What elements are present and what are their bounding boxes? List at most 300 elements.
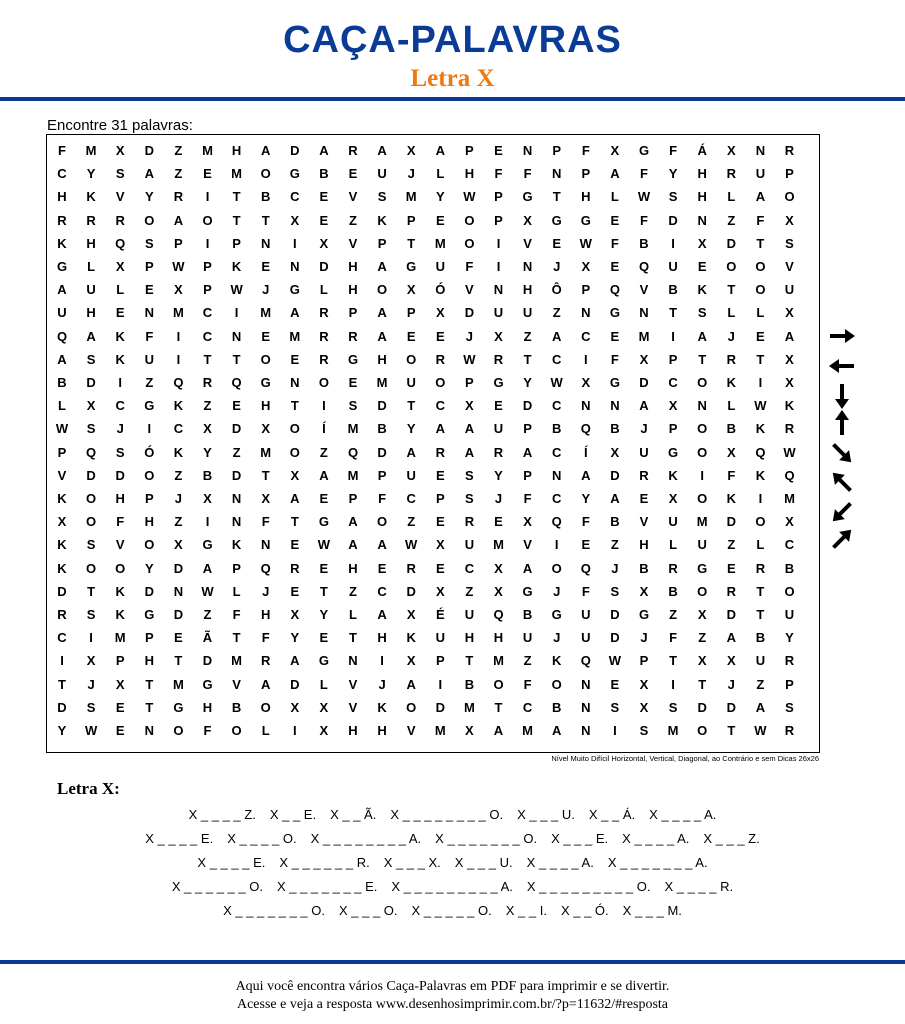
grid-letter: Z: [727, 212, 736, 228]
word-clue: X _ _ _ _ A.: [526, 855, 594, 870]
grid-letter: T: [261, 467, 270, 483]
grid-letter: D: [202, 653, 213, 669]
grid-letter: O: [697, 444, 708, 460]
grid-letter: L: [756, 537, 765, 553]
grid-letter: I: [758, 491, 763, 506]
grid-letter: Q: [755, 444, 766, 460]
grid-letter: R: [784, 143, 795, 158]
grid-letter: E: [290, 537, 300, 553]
word-clue: X _ _ _ _ E.: [145, 831, 214, 846]
grid-letter: C: [464, 560, 475, 576]
grid-letter: R: [784, 653, 795, 669]
arrow-up-right-icon: [829, 525, 857, 552]
grid-letter: L: [116, 282, 125, 298]
grid-letter: A: [348, 514, 358, 530]
grid-letter: F: [523, 676, 532, 692]
grid-letter: Y: [203, 444, 212, 460]
grid-letter: S: [86, 351, 96, 367]
grid-letter: R: [57, 607, 67, 622]
grid-letter: P: [377, 467, 387, 483]
word-clue: X _ _ _ _ _ _ _ E.: [276, 879, 378, 894]
grid-letter: C: [668, 375, 678, 390]
grid-letter: B: [668, 583, 678, 599]
grid-letter: S: [86, 699, 96, 715]
grid-letter: F: [494, 166, 503, 182]
grid-letter: F: [261, 630, 270, 646]
grid-letter: Y: [785, 630, 794, 646]
grid-letter: N: [581, 398, 591, 414]
grid-letter: X: [406, 143, 416, 158]
word-list-title: Letra X:: [57, 779, 120, 798]
grid-letter: I: [89, 630, 93, 646]
word-clue: X _ _ Ã.: [330, 807, 377, 822]
grid-letter: I: [496, 235, 501, 251]
grid-letter: W: [172, 259, 185, 274]
grid-letter: C: [551, 491, 562, 506]
grid-letter: E: [348, 166, 358, 182]
grid-letter: S: [610, 583, 620, 599]
grid-letter: G: [289, 282, 300, 298]
grid-letter: E: [319, 189, 329, 205]
grid-letter: T: [290, 398, 299, 414]
grid-letter: Q: [580, 560, 591, 576]
grid-letter: F: [640, 166, 648, 182]
grid-letter: N: [231, 491, 242, 506]
grid-letter: L: [349, 607, 357, 622]
word-clue: X _ _ _ U.: [517, 807, 575, 822]
grid-letter: I: [176, 351, 181, 367]
grid-letter: X: [86, 653, 96, 669]
grid-letter: Q: [115, 235, 126, 251]
grid-letter: I: [176, 328, 181, 344]
grid-letter: D: [697, 699, 707, 715]
grid-letter: X: [435, 583, 445, 599]
grid-letter: U: [581, 607, 591, 622]
grid-letter: K: [377, 699, 387, 715]
grid-letter: P: [115, 653, 125, 669]
grid-letter: U: [144, 351, 154, 367]
grid-letter: F: [116, 514, 125, 530]
grid-letter: E: [639, 491, 649, 506]
grid-letter: V: [115, 189, 125, 205]
grid-letter: X: [290, 212, 300, 228]
grid-letter: K: [377, 212, 387, 228]
grid-letter: P: [174, 235, 183, 251]
grid-letter: K: [697, 282, 707, 298]
grid-letter: T: [669, 653, 678, 669]
grid-letter: P: [203, 259, 212, 274]
grid-letter: K: [668, 467, 678, 483]
grid-letter: P: [668, 351, 678, 367]
grid-letter: Y: [668, 166, 678, 182]
grid-letter: O: [435, 375, 446, 390]
grid-letter: R: [57, 212, 67, 228]
grid-letter: Ó: [144, 444, 155, 460]
grid-letter: G: [144, 607, 155, 622]
grid-letter: H: [348, 723, 358, 738]
grid-letter: M: [347, 421, 359, 437]
grid-letter: B: [639, 235, 649, 251]
grid-letter: C: [522, 699, 533, 715]
grid-letter: W: [754, 398, 767, 414]
clue-line: [0, 879, 905, 895]
grid-letter: I: [613, 723, 617, 738]
grid-letter: O: [289, 444, 300, 460]
grid-letter: D: [726, 607, 736, 622]
grid-letter: J: [553, 259, 561, 274]
grid-letter: J: [727, 676, 735, 692]
grid-letter: Ã: [202, 630, 213, 646]
grid-letter: P: [639, 653, 649, 669]
grid-letter: R: [260, 653, 271, 669]
grid-letter: N: [551, 467, 562, 483]
grid-letter: P: [406, 212, 416, 228]
grid-letter: H: [377, 351, 387, 367]
grid-letter: K: [231, 537, 242, 553]
grid-letter: H: [348, 560, 358, 576]
grid-letter: O: [784, 583, 795, 599]
grid-letter: O: [86, 491, 97, 506]
grid-letter: H: [581, 189, 591, 205]
grid-letter: P: [785, 166, 794, 182]
grid-letter: M: [347, 467, 359, 483]
arrow-up-left-icon: [828, 468, 856, 496]
grid-letter: I: [380, 653, 384, 669]
grid-letter: R: [319, 351, 329, 367]
grid-letter: U: [668, 259, 678, 274]
grid-letter: L: [87, 259, 96, 274]
grid-letter: U: [464, 537, 475, 553]
grid-letter: K: [551, 653, 562, 669]
grid-letter: Q: [173, 375, 184, 390]
grid-letter: J: [553, 583, 561, 599]
top-divider: [0, 97, 905, 101]
grid-letter: S: [86, 607, 96, 622]
grid-letter: G: [347, 351, 359, 367]
grid-letter: R: [464, 514, 475, 530]
grid-letter: N: [610, 398, 620, 414]
grid-letter: K: [173, 444, 184, 460]
grid-letter: A: [377, 305, 387, 321]
grid-letter: J: [553, 630, 561, 646]
grid-letter: A: [726, 630, 736, 646]
grid-letter: X: [785, 351, 794, 367]
grid-letter: X: [697, 235, 707, 251]
grid-letter: T: [261, 212, 270, 228]
grid-letter: Z: [349, 583, 357, 599]
grid-letter: U: [435, 259, 445, 274]
grid-letter: C: [551, 444, 562, 460]
grid-letter: T: [407, 235, 416, 251]
grid-letter: B: [610, 514, 620, 530]
grid-letter: C: [551, 398, 562, 414]
grid-letter: E: [203, 166, 212, 182]
grid-letter: K: [755, 467, 766, 483]
grid-letter: L: [727, 398, 736, 414]
grid-letter: X: [203, 491, 212, 506]
grid-letter: T: [669, 305, 678, 321]
grid-letter: X: [319, 723, 329, 738]
grid-letter: T: [290, 514, 299, 530]
bottom-divider: [0, 960, 905, 964]
grid-letter: Z: [203, 607, 212, 622]
grid-letter: M: [376, 375, 388, 390]
grid-letter: K: [726, 491, 736, 506]
grid-letter: Z: [610, 537, 619, 553]
grid-letter: O: [726, 259, 737, 274]
grid-letter: Z: [232, 444, 241, 460]
grid-letter: R: [726, 583, 736, 599]
grid-letter: N: [697, 398, 707, 414]
grid-letter: S: [668, 699, 678, 715]
grid-letter: Y: [523, 375, 532, 390]
grid-letter: A: [173, 212, 184, 228]
grid-letter: Z: [465, 583, 474, 599]
grid-letter: E: [435, 328, 445, 344]
grid-letter: E: [319, 560, 329, 576]
grid-letter: X: [785, 305, 794, 321]
grid-letter: S: [668, 189, 678, 205]
grid-letter: Q: [56, 328, 68, 344]
grid-letter: I: [758, 375, 763, 390]
grid-letter: X: [581, 259, 591, 274]
grid-letter: F: [610, 235, 619, 251]
grid-letter: Y: [581, 491, 591, 506]
grid-letter: O: [86, 560, 97, 576]
word-clue: X _ _ _ _ R.: [664, 879, 734, 894]
word-clue: X _ _ _ _ _ _ _ _ O.: [390, 807, 504, 822]
grid-letter: H: [639, 537, 649, 553]
grid-letter: N: [144, 305, 154, 321]
grid-letter: E: [319, 212, 329, 228]
grid-letter: Z: [174, 514, 183, 530]
arrow-down-left-icon: [828, 499, 856, 527]
grid-letter: D: [231, 467, 242, 483]
grid-letter: T: [349, 630, 357, 646]
grid-letter: I: [234, 305, 239, 321]
word-clue: X _ _ _ _ A.: [649, 807, 717, 822]
grid-letter: T: [145, 699, 154, 715]
grid-letter: P: [523, 467, 532, 483]
grid-letter: D: [377, 398, 387, 414]
grid-letter: E: [494, 143, 503, 158]
grid-letter: O: [144, 537, 155, 553]
grid-letter: X: [639, 351, 649, 367]
grid-letter: L: [232, 583, 241, 599]
grid-letter: X: [406, 653, 416, 669]
grid-letter: X: [290, 607, 300, 622]
grid-letter: C: [202, 305, 213, 321]
grid-letter: Z: [552, 305, 561, 321]
grid-letter: M: [172, 676, 184, 692]
grid-letter: K: [115, 328, 125, 344]
grid-letter: A: [377, 537, 387, 553]
grid-letter: T: [232, 189, 241, 205]
grid-letter: L: [669, 537, 678, 553]
grid-letter: U: [377, 166, 387, 182]
grid-letter: N: [551, 166, 562, 182]
grid-letter: P: [406, 305, 416, 321]
grid-letter: E: [610, 259, 620, 274]
grid-letter: X: [494, 328, 503, 344]
grid-letter: G: [522, 583, 533, 599]
grid-letter: N: [260, 235, 271, 251]
grid-letter: Z: [756, 676, 765, 692]
grid-letter: H: [697, 166, 707, 182]
grid-letter: E: [261, 328, 271, 344]
grid-letter: A: [260, 676, 271, 692]
grid-letter: T: [727, 723, 736, 738]
grid-letter: G: [260, 375, 271, 390]
grid-letter: Y: [86, 166, 96, 182]
grid-letter: Q: [86, 444, 97, 460]
grid-letter: N: [290, 259, 300, 274]
grid-letter: G: [289, 166, 300, 182]
grid-letter: É: [435, 607, 445, 622]
word-clue: X _ _ _ M.: [622, 903, 682, 918]
grid-letter: E: [377, 560, 387, 576]
grid-letter: O: [406, 351, 417, 367]
grid-letter: O: [551, 560, 562, 576]
word-clue: X _ _ _ E.: [551, 831, 609, 846]
grid-letter: O: [697, 491, 708, 506]
grid-letter: G: [580, 212, 591, 228]
grid-letter: Y: [57, 723, 67, 738]
grid-letter: C: [57, 166, 67, 182]
grid-letter: I: [292, 723, 297, 738]
grid-letter: U: [435, 630, 445, 646]
grid-letter: E: [756, 328, 765, 344]
grid-letter: E: [581, 537, 591, 553]
grid-letter: O: [406, 699, 417, 715]
grid-letter: Q: [609, 282, 620, 298]
grid-letter: X: [115, 143, 125, 158]
grid-letter: J: [174, 491, 182, 506]
grid-letter: B: [464, 676, 475, 692]
grid-letter: N: [581, 723, 591, 738]
grid-letter: V: [406, 723, 416, 738]
grid-letter: X: [406, 607, 416, 622]
grid-letter: G: [551, 607, 562, 622]
grid-letter: L: [727, 189, 736, 205]
grid-letter: F: [523, 491, 532, 506]
word-clue: X _ _ E.: [269, 807, 317, 822]
grid-letter: V: [348, 189, 358, 205]
grid-letter: D: [319, 259, 329, 274]
grid-letter: Q: [260, 560, 271, 576]
grid-letter: P: [435, 653, 445, 669]
grid-letter: W: [405, 537, 418, 553]
grid-letter: A: [464, 421, 475, 437]
grid-letter: C: [57, 630, 67, 646]
grid-letter: D: [668, 212, 678, 228]
grid-letter: M: [260, 444, 272, 460]
grid-letter: P: [144, 259, 154, 274]
grid-letter: J: [262, 282, 270, 298]
grid-letter: X: [465, 398, 474, 414]
grid-letter: N: [144, 723, 154, 738]
grid-letter: I: [147, 421, 152, 437]
grid-letter: F: [581, 143, 590, 158]
grid-letter: F: [465, 259, 474, 274]
grid-letter: Q: [231, 375, 242, 390]
grid-letter: L: [610, 189, 619, 205]
grid-letter: K: [86, 189, 96, 205]
grid-letter: W: [84, 723, 98, 738]
word-clue: X _ _ Ó.: [560, 903, 609, 918]
grid-letter: M: [114, 630, 126, 646]
grid-letter: I: [700, 467, 704, 483]
grid-letter: B: [668, 282, 678, 298]
grid-letter: K: [57, 537, 67, 553]
word-clue: X _ _ _ X.: [383, 855, 441, 870]
grid-letter: V: [639, 282, 649, 298]
grid-letter: B: [522, 607, 533, 622]
grid-letter: U: [784, 282, 795, 298]
grid-letter: O: [464, 235, 475, 251]
grid-letter: P: [435, 491, 445, 506]
grid-letter: J: [640, 421, 648, 437]
grid-letter: H: [464, 166, 475, 182]
grid-letter: M: [231, 166, 243, 182]
grid-letter: A: [697, 328, 707, 344]
grid-letter: E: [232, 398, 241, 414]
grid-letter: E: [435, 514, 445, 530]
grid-letter: R: [726, 351, 736, 367]
arrow-left-icon: [829, 359, 854, 373]
grid-letter: U: [464, 607, 475, 622]
grid-letter: C: [406, 491, 416, 506]
grid-letter: J: [378, 676, 386, 692]
grid-letter: K: [115, 607, 125, 622]
arrow-right-icon: [830, 329, 855, 343]
grid-letter: K: [784, 398, 795, 414]
grid-letter: H: [144, 653, 154, 669]
grid-letter: N: [522, 259, 533, 274]
grid-letter: H: [86, 235, 96, 251]
grid-letter: F: [727, 467, 736, 483]
grid-letter: H: [202, 699, 213, 715]
grid-letter: G: [609, 375, 620, 390]
grid-letter: H: [348, 259, 358, 274]
footer-line-2: Acesse e veja a resposta www.desenhosimprimir.com.br/?p=11632/#resposta: [236, 997, 669, 1012]
grid-letter: W: [55, 421, 69, 437]
grid-letter: X: [319, 235, 329, 251]
grid-letter: B: [551, 421, 562, 437]
grid-letter: D: [610, 607, 620, 622]
grid-letter: J: [407, 166, 415, 182]
clue-line: [0, 807, 905, 823]
grid-letter: D: [86, 375, 96, 390]
grid-letter: R: [784, 723, 795, 738]
grid-letter: R: [493, 351, 504, 367]
grid-letter: T: [465, 653, 474, 669]
grid-letter: S: [785, 235, 794, 251]
grid-letter: B: [231, 699, 242, 715]
grid-letter: M: [405, 189, 417, 205]
word-clue: X _ _ _ _ _ _ _ O.: [435, 831, 538, 846]
grid-letter: X: [174, 282, 183, 298]
grid-letter: D: [726, 235, 736, 251]
grid-letter: G: [173, 699, 184, 715]
word-clue: X _ _ _ O.: [338, 903, 398, 918]
grid-letter: X: [86, 398, 96, 414]
grid-letter: T: [87, 583, 96, 599]
grid-letter: A: [464, 444, 475, 460]
grid-letter: X: [639, 699, 649, 715]
grid-letter: G: [697, 560, 708, 576]
grid-letter: R: [348, 143, 358, 158]
